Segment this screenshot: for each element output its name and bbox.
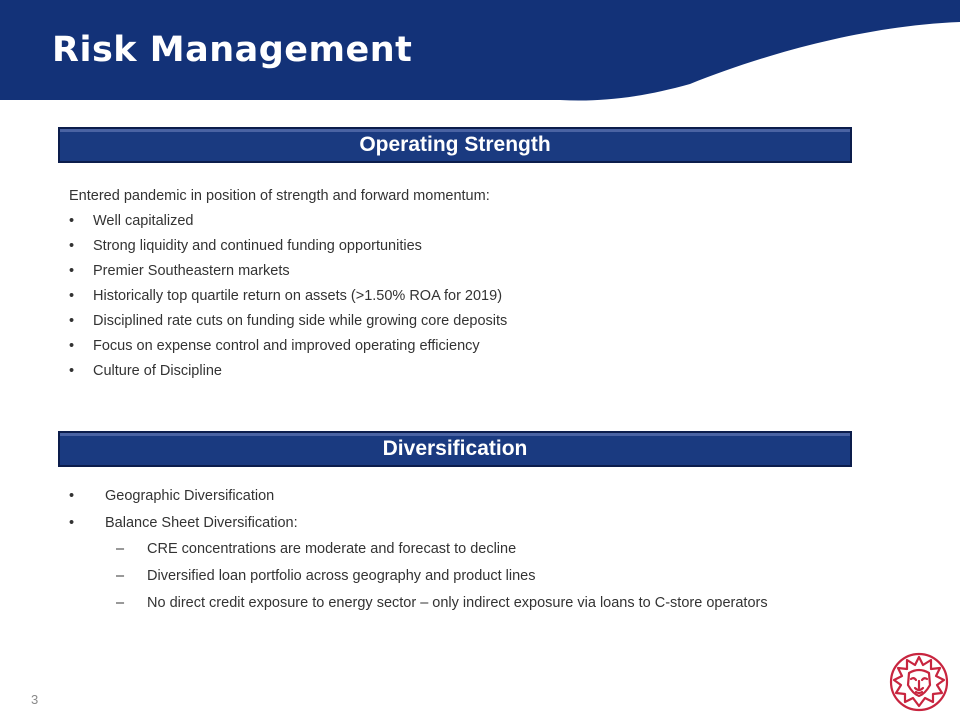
list-item-text: Premier Southeastern markets xyxy=(93,263,290,279)
list-item-text: Disciplined rate cuts on funding side while growing core deposits xyxy=(93,313,508,329)
page-number: 3 xyxy=(31,692,39,707)
sub-list-item-text: CRE concentrations are moderate and forecast to decline xyxy=(147,541,517,557)
diversification-content xyxy=(69,483,768,617)
list-item-text: Strong liquidity and continued funding opportunities xyxy=(93,238,422,254)
list-item xyxy=(69,259,507,284)
sub-list-item xyxy=(69,590,768,617)
operating-strength-content xyxy=(69,184,507,384)
list-item xyxy=(69,309,507,334)
list-item xyxy=(69,209,507,234)
page-title: Risk Management xyxy=(52,30,413,70)
list-item-text: Balance Sheet Diversification: xyxy=(105,514,298,531)
operating-strength-intro: Entered pandemic in position of strength and forward momentum: xyxy=(69,188,490,204)
list-item xyxy=(69,510,768,537)
list-item xyxy=(69,234,507,259)
bullet-glyph: • xyxy=(69,363,75,379)
section-heading-operating-strength: Operating Strength xyxy=(58,127,852,163)
bullet-glyph: • xyxy=(69,288,75,304)
bullet-glyph: • xyxy=(69,313,75,329)
bullet-glyph: • xyxy=(69,238,75,254)
list-item xyxy=(69,483,768,510)
list-item xyxy=(69,284,507,309)
list-item-text: Historically top quartile return on assets (>1.50% ROA for 2019) xyxy=(93,288,503,304)
list-item-text: Well capitalized xyxy=(93,213,194,229)
sub-list-item-text: No direct credit exposure to energy sector – only indirect exposure via loans to C-store operators xyxy=(147,595,768,611)
sub-list-item xyxy=(69,563,768,590)
sub-list-item-text: Diversified loan portfolio across geography and product lines xyxy=(147,568,536,584)
list-item-text: Culture of Discipline xyxy=(93,363,222,379)
sub-list-item xyxy=(69,536,768,563)
section-heading-diversification: Diversification xyxy=(58,431,852,467)
dash-glyph: – xyxy=(116,541,125,557)
bullet-glyph: • xyxy=(69,263,75,279)
bullet-glyph: • xyxy=(69,338,75,354)
lion-head-icon xyxy=(889,652,949,712)
list-item xyxy=(69,359,507,384)
dash-glyph: – xyxy=(116,568,125,584)
dash-glyph: – xyxy=(116,595,125,611)
bullet-glyph: • xyxy=(69,213,75,229)
bullet-glyph: • xyxy=(69,514,75,531)
list-item-text: Geographic Diversification xyxy=(105,488,275,504)
list-item xyxy=(69,334,507,359)
bullet-glyph: • xyxy=(69,488,75,504)
list-item-text: Focus on expense control and improved operating efficiency xyxy=(93,338,480,354)
